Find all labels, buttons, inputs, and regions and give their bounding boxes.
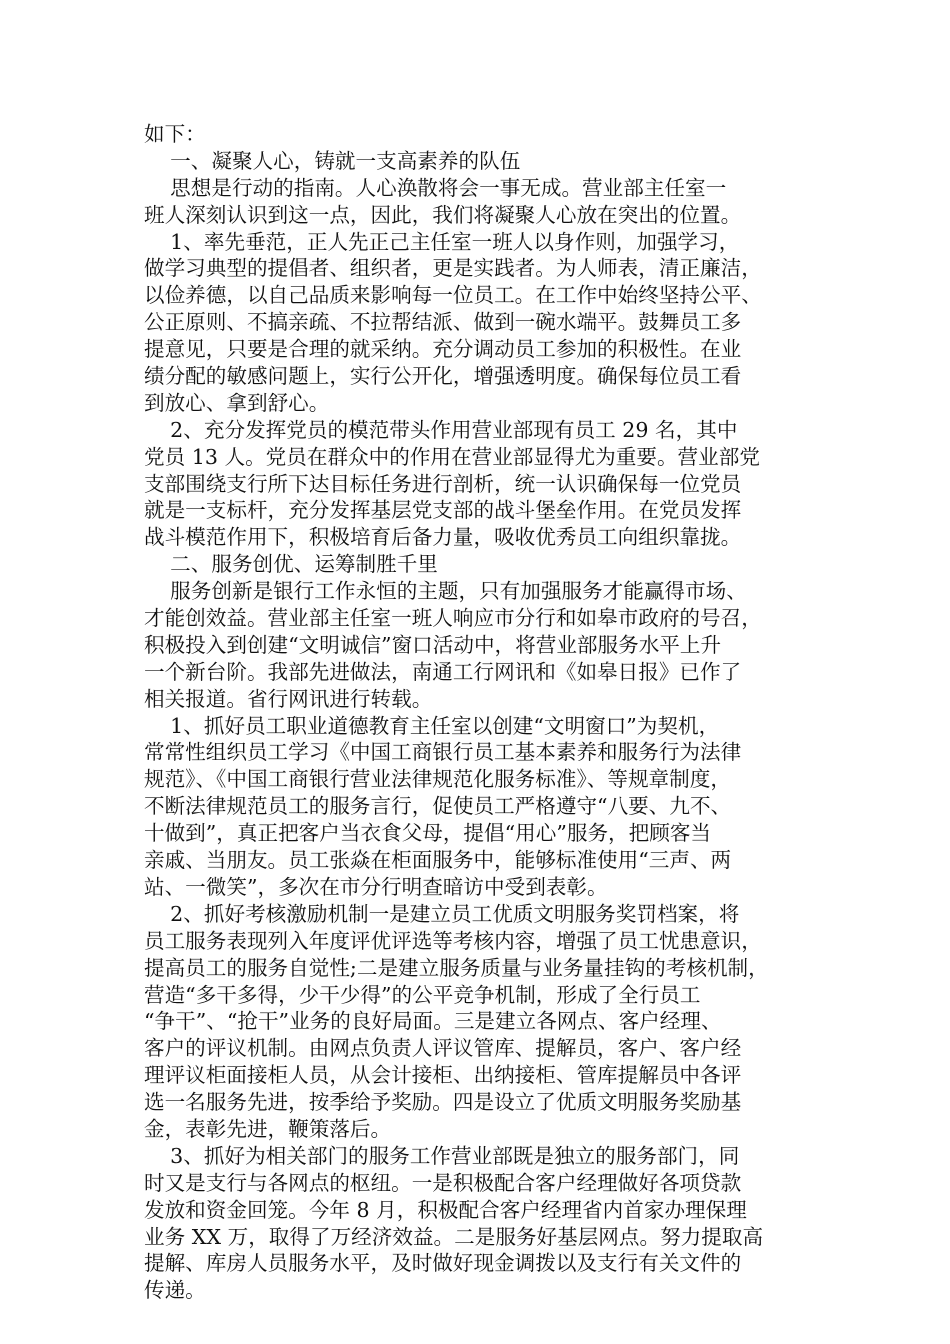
text-line: 传递。 — [144, 1278, 206, 1303]
text-line: 2、充分发挥党员的模范带头作用营业部现有员工 29 名，其中 — [144, 417, 738, 442]
text-line: 理评议柜面接柜人员，从会计接柜、出纳接柜、管库提解员中各评 — [144, 1063, 742, 1088]
text-line: 相关报道。省行网讯进行转载。 — [144, 686, 433, 711]
text-line: 业务 XX 万，取得了万经济效益。二是服务好基层网点。努力提取高 — [144, 1224, 764, 1249]
text-line: 就是一支标杆，充分发挥基层党支部的战斗堡垒作用。在党员发挥 — [144, 498, 742, 523]
text-line: 一、凝聚人心，铸就一支高素养的队伍 — [144, 148, 521, 173]
text-line: 思想是行动的指南。人心涣散将会一事无成。营业部主任室一 — [144, 175, 727, 200]
text-line: 如下： — [144, 122, 206, 146]
text-line: 以俭养德，以自己品质来影响每一位员工。在工作中始终坚持公平、 — [144, 283, 762, 308]
text-line: 支部围绕支行所下达目标任务进行剖析，统一认识确保每一位党员 — [144, 471, 742, 496]
text-line: 时又是支行与各网点的枢纽。一是积极配合客户经理做好各项贷款 — [144, 1170, 742, 1195]
text-line: 二、服务创优、运筹制胜千里 — [144, 552, 438, 577]
text-line: 服务创新是银行工作永恒的主题，只有加强服务才能赢得市场、 — [144, 579, 747, 604]
text-line: 1、率先垂范，正人先正己主任室一班人以身作则，加强学习， — [144, 229, 740, 254]
text-line: 亲戚、当朋友。员工张焱在柜面服务中，能够标准使用“三声、两 — [144, 848, 732, 873]
text-line: 规范》、《中国工商银行营业法律规范化服务标准》、等规章制度， — [144, 767, 731, 792]
text-line: “争干”、“抢干”业务的良好局面。三是建立各网点、客户经理、 — [144, 1009, 722, 1034]
text-line: 2、抓好考核激励机制一是建立员工优质文明服务奖罚档案，将 — [144, 901, 740, 926]
text-line: 做学习典型的提倡者、组织者，更是实践者。为人师表，清正廉洁， — [144, 256, 762, 281]
text-line: 一个新台阶。我部先进做法，南通工行网讯和《如皋日报》已作了 — [144, 659, 742, 684]
text-line: 员工服务表现列入年度评优评选等考核内容，增强了员工忧患意识， — [144, 928, 762, 953]
text-line: 营造“多干多得，少干少得”的公平竞争机制，形成了全行员工 — [144, 982, 701, 1007]
text-line: 发放和资金回笼。今年 8 月，积极配合客户经理省内首家办理保理 — [144, 1197, 747, 1222]
text-line: 提意见，只要是合理的就采纳。充分调动员工参加的积极性。在业 — [144, 337, 742, 362]
text-line: 提高员工的服务自觉性;二是建立服务质量与业务量挂钩的考核机制， — [144, 955, 769, 980]
text-line: 公正原则、不搞亲疏、不拉帮结派、做到一碗水端平。鼓舞员工多 — [144, 310, 742, 335]
text-line: 到放心、拿到舒心。 — [144, 390, 330, 415]
text-line: 党员 13 人。党员在群众中的作用在营业部显得尤为重要。营业部党 — [144, 444, 760, 469]
text-line: 积极投入到创建“文明诚信”窗口活动中，将营业部服务水平上升 — [144, 632, 722, 657]
text-line: 不断法律规范员工的服务言行，促使员工严格遵守“八要、九不、 — [144, 794, 732, 819]
text-line: 班人深刻认识到这一点，因此，我们将凝聚人心放在突出的位置。 — [144, 202, 742, 227]
document-body — [144, 121, 812, 1304]
text-line: 常常性组织员工学习《中国工商银行员工基本素养和服务行为法律 — [144, 740, 742, 765]
text-line: 选一名服务先进，按季给予奖励。四是设立了优质文明服务奖励基 — [144, 1090, 742, 1115]
text-line: 十做到”，真正把客户当衣食父母，提倡“用心”服务，把顾客当 — [144, 821, 712, 846]
text-line: 3、抓好为相关部门的服务工作营业部既是独立的服务部门，同 — [144, 1143, 740, 1168]
text-line: 战斗模范作用下，积极培育后备力量，吸收优秀员工向组织靠拢。 — [144, 525, 742, 550]
text-line: 绩分配的敏感问题上，实行公开化，增强透明度。确保每位员工看 — [144, 364, 742, 389]
text-line: 客户的评议机制。由网点负责人评议管库、提解员，客户、客户经 — [144, 1036, 742, 1061]
text-line: 1、抓好员工职业道德教育主任室以创建“文明窗口”为契机， — [144, 713, 720, 738]
text-line: 站、一微笑”，多次在市分行明查暗访中受到表彰。 — [144, 874, 608, 899]
text-line: 提解、库房人员服务水平，及时做好现金调拨以及支行有关文件的 — [144, 1251, 742, 1276]
text-line: 金，表彰先进，鞭策落后。 — [144, 1116, 392, 1141]
text-line: 才能创效益。营业部主任室一班人响应市分行和如皋市政府的号召， — [144, 606, 762, 631]
